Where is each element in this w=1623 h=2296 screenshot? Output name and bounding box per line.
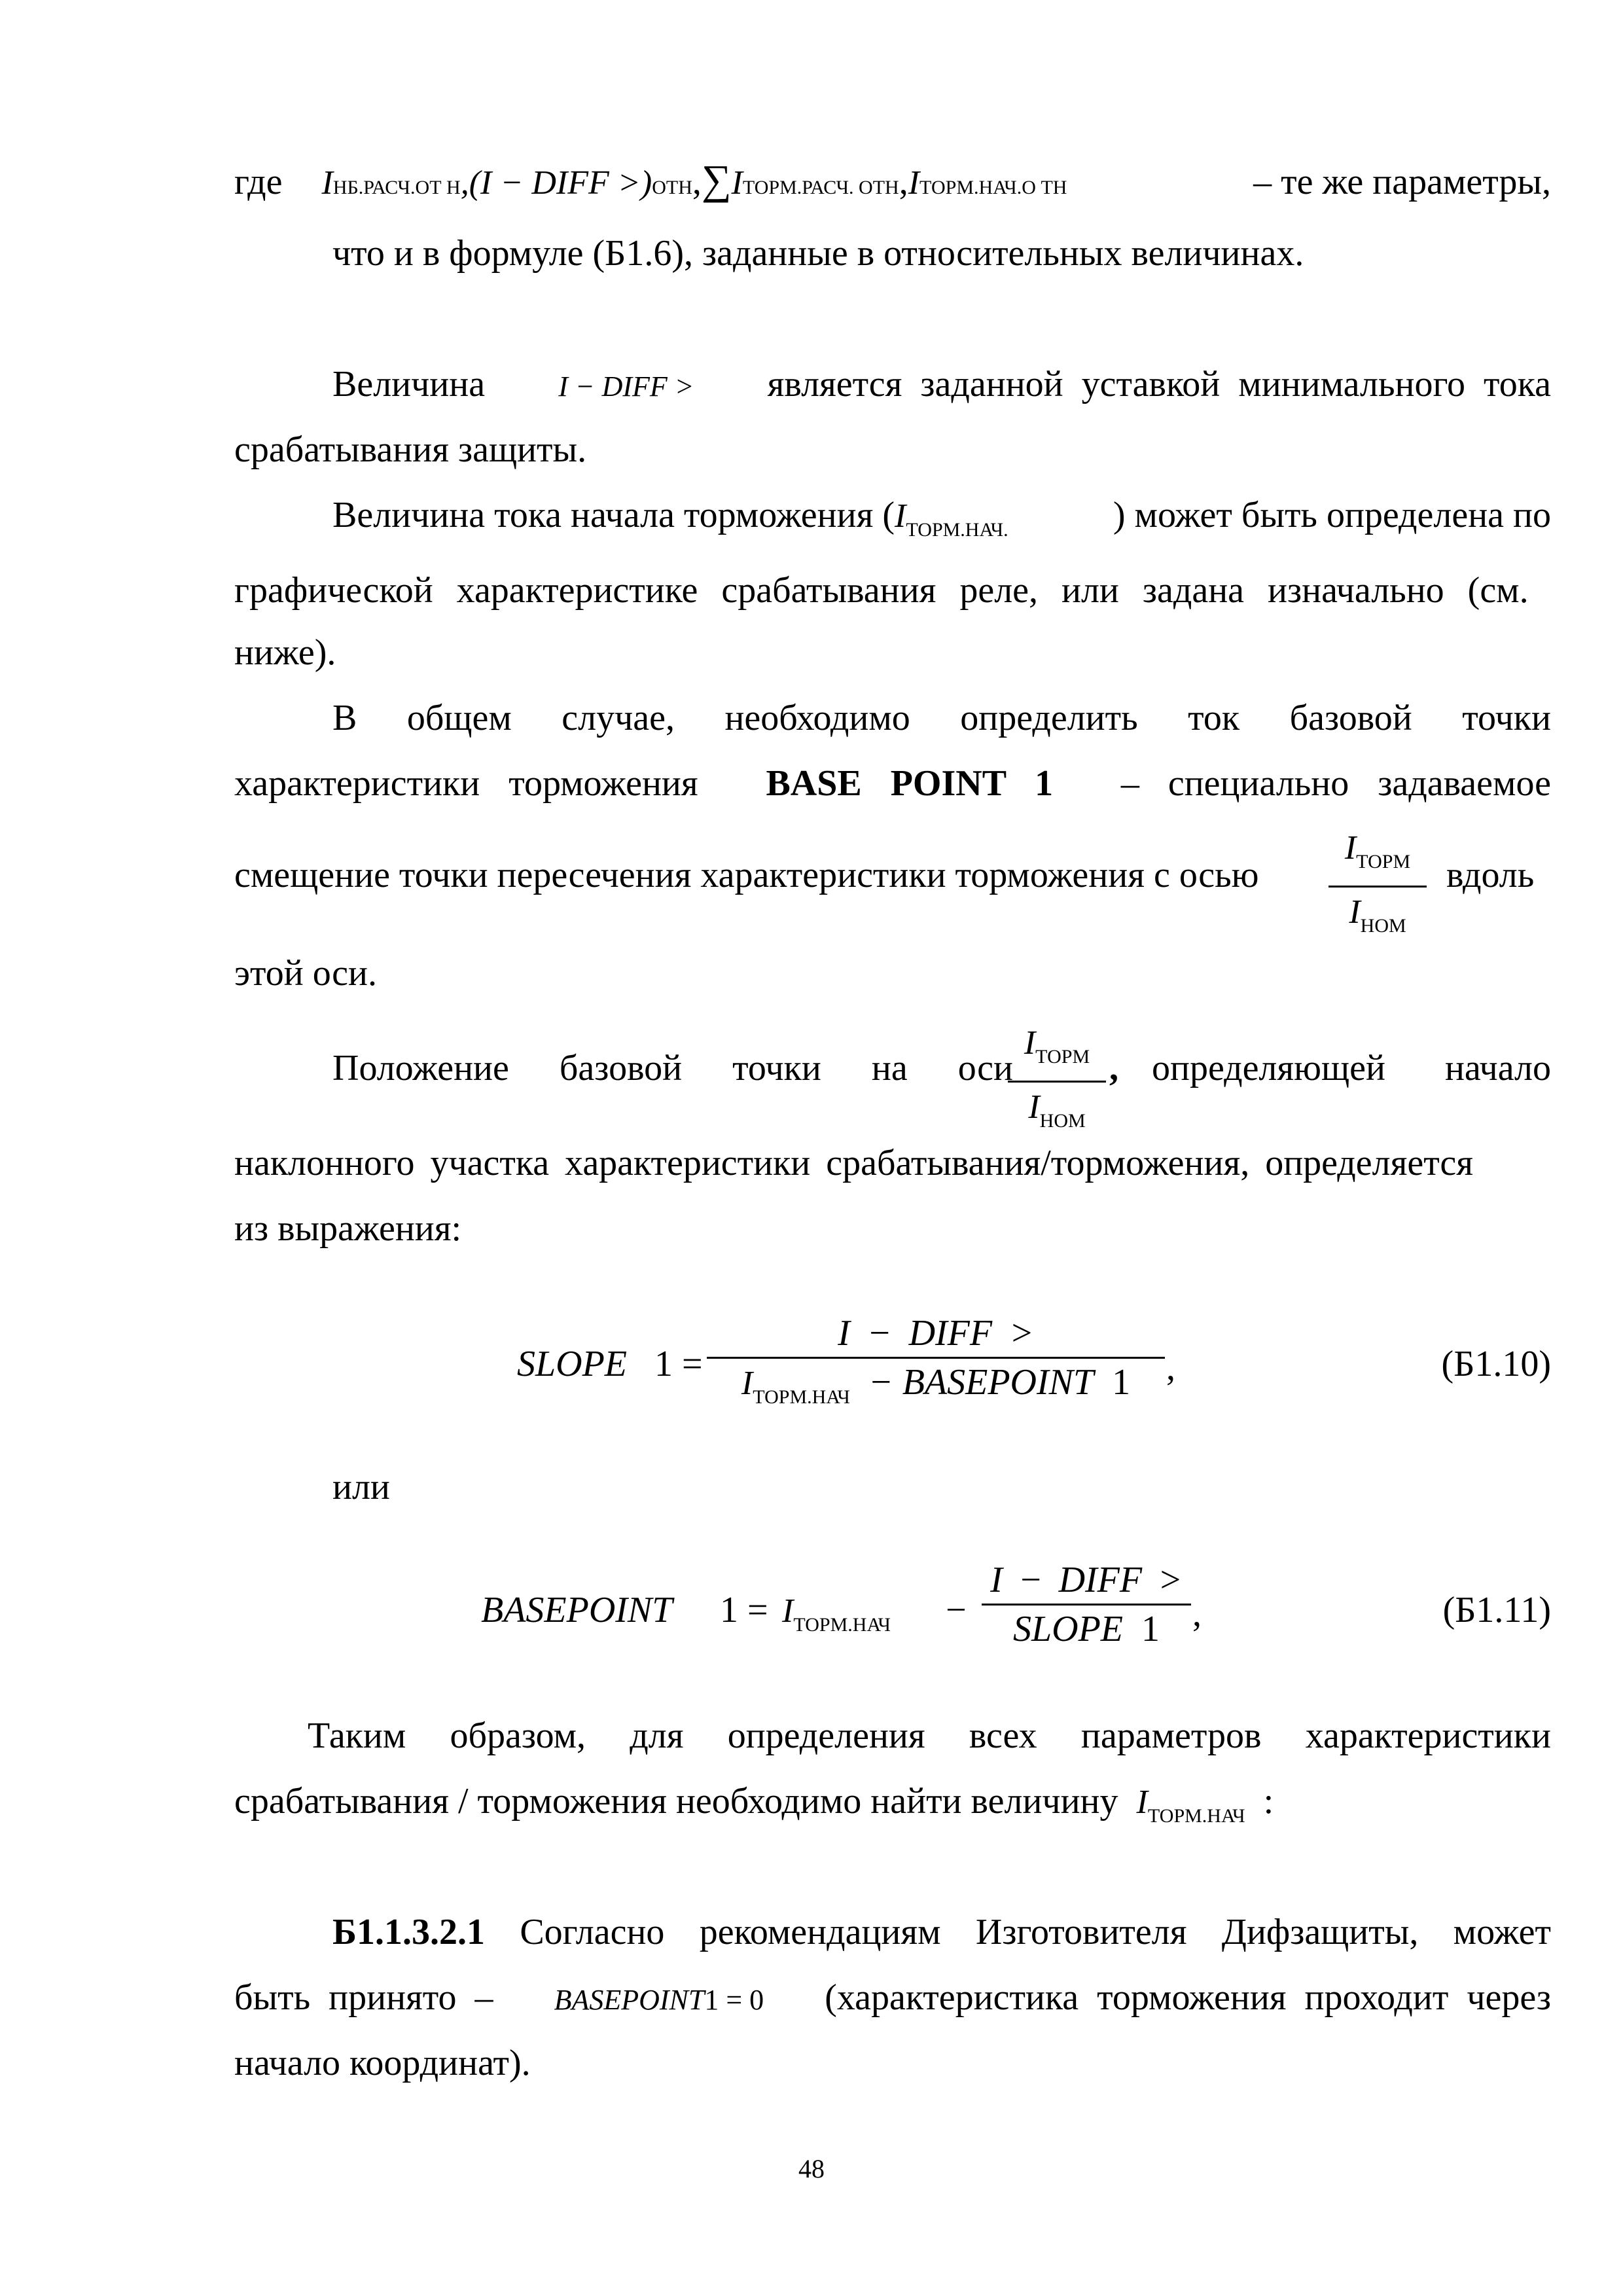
sub-i-nb: НБ.РАСЧ.ОТ Н bbox=[332, 177, 461, 198]
eq2-bar bbox=[982, 1604, 1191, 1605]
page-number: 48 bbox=[798, 2154, 825, 2183]
p4-w2: случае, bbox=[562, 698, 675, 738]
sep2: , bbox=[899, 162, 908, 202]
p5-w4: оси bbox=[957, 1048, 1013, 1088]
fraction-itorm-inom-2 bbox=[1008, 1021, 1106, 1142]
p7-section-number: Б1.1.3.2.1 bbox=[332, 1912, 486, 1952]
para4-line1 bbox=[332, 697, 1551, 739]
p6-w1: образом, bbox=[450, 1715, 586, 1756]
eq1-comma: , bbox=[1166, 1348, 1175, 1388]
eq1-den-rest: − BASEPOINT bbox=[868, 1362, 1094, 1403]
para2-rest: является заданной уставкой минимального тока bbox=[767, 364, 1551, 404]
p6-var: I bbox=[1136, 1784, 1148, 1821]
para6-line1 bbox=[308, 1715, 1551, 1757]
eq2-eq: 1 = bbox=[720, 1590, 768, 1630]
para2-line1 bbox=[332, 363, 1551, 405]
p4-w7: точки bbox=[1462, 698, 1551, 738]
eq1-fraction bbox=[707, 1312, 1165, 1418]
eq2-fraction bbox=[982, 1559, 1191, 1650]
p7-w4: может bbox=[1453, 1912, 1551, 1952]
p7-l2-pre: быть принято – bbox=[234, 1977, 493, 2018]
para6-line2 bbox=[234, 1780, 1274, 1827]
p4-l2-post: – специально задаваемое bbox=[1120, 763, 1551, 804]
para4-line2 bbox=[234, 762, 1551, 804]
para3-var: I bbox=[895, 497, 906, 535]
frac1-den-sub: НОМ bbox=[1360, 915, 1406, 937]
var-i-torm-nach: I bbox=[908, 164, 920, 202]
p5-w5: определяющей bbox=[1152, 1048, 1385, 1088]
para3-var-sub: ТОРМ.НАЧ. bbox=[906, 519, 1008, 541]
p5-w1: базовой bbox=[559, 1048, 683, 1088]
eq2-den-one: 1 bbox=[1141, 1609, 1160, 1649]
eq2-number: (Б1.11) bbox=[1442, 1590, 1551, 1630]
frac1-bar bbox=[1329, 886, 1427, 888]
frac2-num-sub: ТОРМ bbox=[1035, 1046, 1090, 1067]
para2-line2: срабатывания защиты. bbox=[234, 429, 587, 470]
para7-line3: начало координат). bbox=[234, 2043, 531, 2083]
p4-base-point: BASE POINT 1 bbox=[766, 763, 1054, 804]
p6-w2: для bbox=[630, 1715, 684, 1756]
var-i-torm-rasch: I bbox=[731, 164, 743, 202]
para3-line2: графической характеристике срабатывания реле, или задана изначально (см. bbox=[234, 570, 1529, 611]
var-i-nb: I bbox=[321, 164, 333, 202]
p4-l2-pre: характеристики торможения bbox=[234, 763, 698, 804]
para2-word: Величина bbox=[332, 364, 486, 404]
frac1-num: I bbox=[1344, 829, 1357, 867]
eq2-den: SLOPE bbox=[1013, 1609, 1123, 1649]
eq1-lhs-num: 1 = bbox=[654, 1344, 703, 1384]
eq1-den-sub: ТОРМ.НАЧ bbox=[753, 1386, 850, 1408]
p6-var-sub: ТОРМ.НАЧ bbox=[1147, 1805, 1245, 1827]
para1-line2: что и в формуле (Б1.6), заданные в относительных величинах. bbox=[332, 233, 1304, 274]
para1-line1 bbox=[234, 156, 1551, 204]
eq2-i-torm bbox=[782, 1589, 891, 1636]
p4-w0: В bbox=[332, 698, 357, 738]
word-ili: или bbox=[332, 1467, 390, 1507]
p7-formula bbox=[554, 1983, 764, 2017]
para3-line1 bbox=[332, 494, 1551, 541]
eq2-i-sub: ТОРМ.НАЧ bbox=[793, 1614, 891, 1636]
eq1-numerator: I − DIFF > bbox=[838, 1313, 1034, 1354]
frac2-den: I bbox=[1028, 1088, 1040, 1126]
para3-part2: ) может быть определена по bbox=[1113, 495, 1551, 535]
eq1-bar bbox=[707, 1357, 1165, 1359]
p6-w0: Таким bbox=[308, 1715, 406, 1756]
eq1-den-i: I bbox=[741, 1365, 753, 1402]
eq2-numerator: I − DIFF > bbox=[990, 1560, 1183, 1600]
p4-w4: определить bbox=[960, 698, 1138, 738]
eq1-lhs: SLOPE bbox=[517, 1344, 627, 1384]
p4-w6: базовой bbox=[1289, 698, 1412, 738]
word-gde: где bbox=[234, 162, 283, 202]
para5-line3: из выражения: bbox=[234, 1208, 462, 1249]
para3-line1-left bbox=[332, 494, 1008, 541]
var-diff: ,(I − DIFF >) bbox=[460, 164, 652, 202]
p5-w6: начало bbox=[1444, 1048, 1551, 1088]
sub-i-torm-nach: ТОРМ.НАЧ.О ТН bbox=[919, 177, 1067, 198]
sep: , bbox=[692, 162, 702, 202]
para5-line1-left bbox=[332, 1047, 1013, 1089]
eq2-lhs: BASEPOINT bbox=[481, 1590, 673, 1630]
p4-w3: необходимо bbox=[724, 698, 910, 738]
eq1-number: (Б1.10) bbox=[1441, 1344, 1551, 1384]
p4-w5: ток bbox=[1188, 698, 1240, 738]
formula-params bbox=[322, 156, 1254, 204]
para5-comma: , bbox=[1109, 1048, 1118, 1088]
eq2-comma: , bbox=[1192, 1594, 1202, 1634]
p7-w3: Дифзащиты, bbox=[1221, 1912, 1419, 1952]
p7-w2: Изготовителя bbox=[975, 1912, 1187, 1952]
p6-colon: : bbox=[1263, 1781, 1274, 1821]
p7-w0: Согласно bbox=[520, 1912, 665, 1952]
eq2-i: I bbox=[782, 1592, 794, 1630]
p6-l2-pre: срабатывания / торможения необходимо найти величину bbox=[234, 1781, 1118, 1821]
para4-line4: этой оси. bbox=[234, 953, 377, 994]
frac2-den-sub: НОМ bbox=[1039, 1110, 1086, 1132]
para4-line3-post: вдоль bbox=[1446, 855, 1535, 895]
p5-w2: точки bbox=[732, 1048, 821, 1088]
p6-w3: определения bbox=[727, 1715, 925, 1756]
p7-l2-post: (характеристика торможения проходит через bbox=[825, 1977, 1551, 2018]
frac2-num: I bbox=[1024, 1024, 1036, 1062]
eq1-den-one: 1 bbox=[1112, 1362, 1131, 1403]
p7-formula-tail: 1 = 0 bbox=[704, 1984, 764, 2016]
para5-line1-right bbox=[1152, 1047, 1551, 1089]
p6-w6: характеристики bbox=[1305, 1715, 1551, 1756]
para4-line3-pre: смещение точки пересечения характеристики торможения с осью bbox=[234, 855, 1259, 895]
sub-diff: ОТН bbox=[652, 177, 692, 198]
p7-formula-name: BASEPOINT bbox=[554, 1984, 705, 2016]
sum-sign: ∑ bbox=[701, 156, 732, 203]
para2-var: I − DIFF > bbox=[558, 370, 694, 403]
para3-part1: Величина тока начала торможения ( bbox=[332, 495, 895, 535]
p5-w0: Положение bbox=[332, 1048, 509, 1088]
para7-line2 bbox=[234, 1977, 1551, 2018]
fraction-itorm-inom-1 bbox=[1329, 826, 1427, 947]
p6-w5: параметров bbox=[1080, 1715, 1262, 1756]
para5-line2: наклонного участка характеристики срабатывания/торможения, определяется bbox=[234, 1143, 1473, 1183]
p5-w3: на bbox=[871, 1048, 908, 1088]
sub-i-torm-rasch: ТОРМ.РАСЧ. ОТН bbox=[742, 177, 899, 198]
p6-w4: всех bbox=[969, 1715, 1037, 1756]
para7-line1 bbox=[332, 1911, 1551, 1953]
p7-w1: рекомендациям bbox=[699, 1912, 941, 1952]
para3-line3: ниже). bbox=[234, 632, 336, 673]
frac1-num-sub: ТОРМ bbox=[1356, 851, 1411, 872]
eq2-minus: − bbox=[946, 1590, 967, 1630]
frac2-bar bbox=[1008, 1081, 1106, 1083]
p4-w1: общем bbox=[406, 698, 512, 738]
frac1-den: I bbox=[1349, 893, 1361, 931]
para1-tail: – те же параметры, bbox=[1253, 162, 1551, 202]
